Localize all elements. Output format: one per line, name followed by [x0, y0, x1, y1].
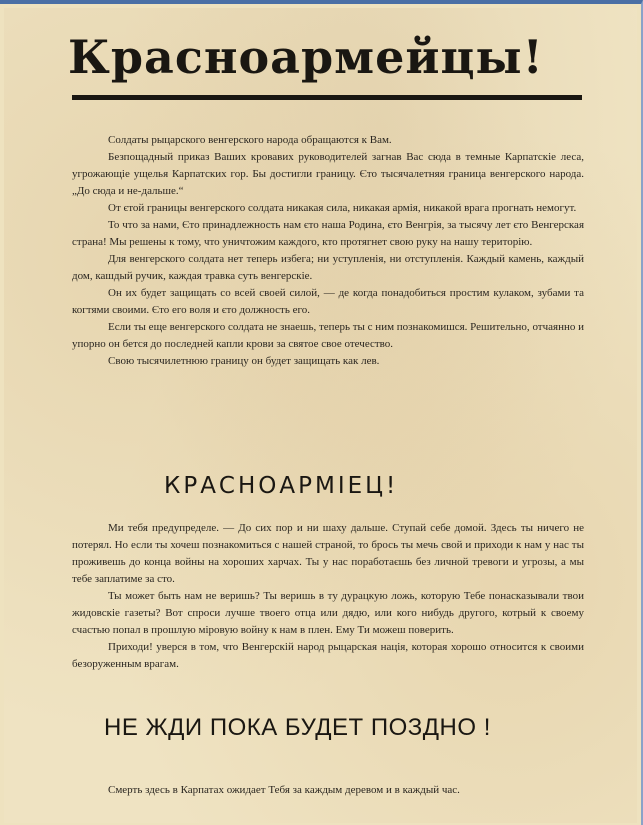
paragraph: То что за нами, Єто принадлежность нам єто наша Родина, єто Венгрія, за тысячу лет єто Венгерская страна! Мы решены к тому, что уничтожим каждого, кто протягнет свою руку на нашу територію.: [72, 219, 584, 248]
paragraph: Приходи! уверся в том, что Венгерскій народ рыцарская нація, которая хорошо относится к своими безоруженным врагам.: [72, 641, 584, 670]
paragraph: Солдаты рыцарского венгерского народа обращаются к Вам.: [108, 134, 392, 146]
appeal-section: [72, 132, 584, 370]
paragraph: Свою тысячилетнюю границу он будет защищать как лев.: [108, 355, 380, 367]
section-subtitle: КРАСНОАРМІЕЦ!: [164, 473, 399, 499]
warning-section: [72, 520, 584, 673]
paragraph: Ми тебя предупределе. — До сих пор и ни шаху дальше. Ступай себе домой. Здесь ты ничего не потерял. Но если ты хочеш познакомиться с нашей страной, то брось ты мечь свой и приходи к нам у нас ты проживешь до конца войны на хороших харчах. Ты у нас поработаєшь без личной тревоги и угрозы, а мы тебе заплатиме за сто.: [72, 522, 584, 585]
paragraph: Ты может быть нам не веришь? Ты веришь в ту дурацкую ложь, которую Тебе понасказывали твои жидовскіе газеты? Вот спроси лучше твоего отца или дядю, или кого нибудь другого, котрый к своему счастью попал в прошлую міровую войну к нам в плен. Ему Ти можеш поверить.: [72, 590, 584, 636]
footer-text: Смерть здесь в Карпатах ожидает Тебя за каждым деревом и в каждый час.: [108, 784, 460, 796]
paragraph: Если ты еще венгерского солдата не знаешь, теперь ты с ним познакомишся. Решительно, отчаянно и упорно он бется до последней капли крови за святое свое отечество.: [72, 321, 584, 350]
title-underline: [72, 95, 582, 100]
paragraph: Он их будет защищать со всей своей силой, — де когда понадобиться простим кулаком, зубами та когтями своими. Єто его воля и єто должность его.: [72, 287, 584, 316]
slogan-heading: НЕ ЖДИ ПОКА БУДЕТ ПОЗДНО !: [104, 714, 491, 741]
paragraph: Для венгерского солдата нет теперь избега; ни уступленія, ни отступленія. Каждый камень, каждый дом, кашдый ручик, каждая травка суть венгерскіе.: [72, 253, 584, 282]
paragraph: От єтой границы венгерского солдата никакая сила, никакая армія, никакой врага прогнать немогут.: [108, 202, 577, 214]
footer-section: [72, 782, 584, 799]
paragraph: Безпощадный приказ Ваших кровавих руководителей загнав Вас сюда в темные Карпатскіе леса, угрожающіе ущелья Карпатских гор. Бы достигли границу. Єто тысячалетняя граница венгерского народа. „До сюда и не-дальше.“: [72, 151, 584, 197]
leaflet-title: Красноармейцы!: [68, 30, 544, 84]
leaflet-document: [4, 8, 637, 823]
